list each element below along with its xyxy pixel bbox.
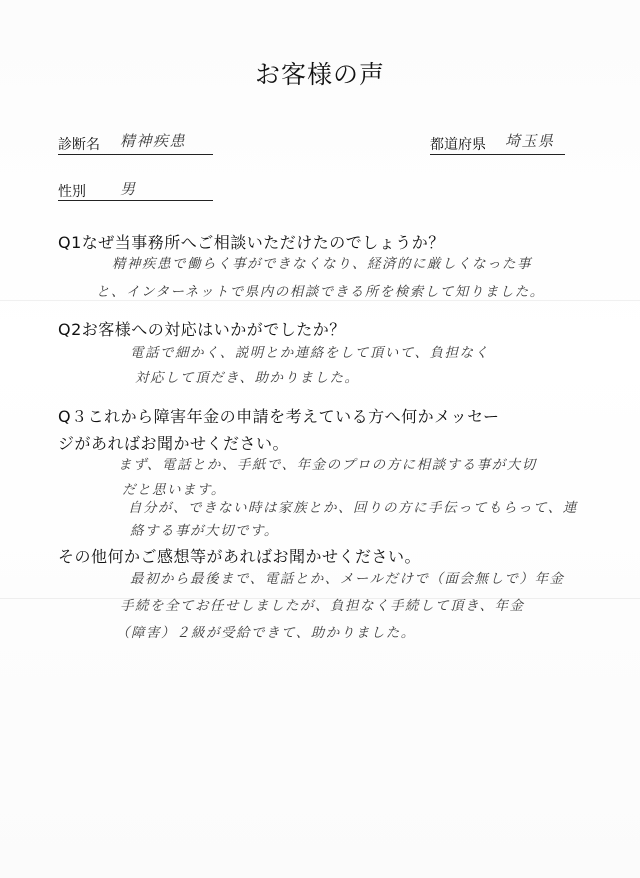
gender-value: 男 (120, 180, 137, 198)
prefecture-underline (430, 154, 565, 155)
prefecture-label: 都道府県 (430, 137, 486, 153)
answer-3-line-4: 絡する事が大切です。 (130, 523, 279, 539)
answer-4-line-2: 手続を全てお任せしましたが、負担なく手続して頂き、年金 (120, 598, 525, 614)
answer-2-line-1: 電話で細かく、説明とか連絡をして頂いて、負担なく (130, 345, 490, 361)
prefecture-value: 埼玉県 (505, 132, 555, 150)
answer-3-line-2: だと思います。 (122, 482, 226, 498)
diagnosis-value: 精神疾患 (120, 132, 187, 150)
question-4: その他何かご感想等があればお聞かせください。 (58, 547, 422, 566)
answer-3-line-1: まず、電話とか、手紙で、年金のプロの方に相談する事が大切 (118, 457, 537, 473)
gender-label: 性別 (58, 184, 86, 200)
answer-2-line-2: 対応して頂だき、助かりました。 (135, 370, 360, 386)
question-2: Q2お客様への対応はいかがでしたか？ (58, 320, 346, 339)
answer-1-line-2: と、インターネットで県内の相談できる所を検索して知りました。 (96, 284, 545, 300)
diagnosis-label: 診断名 (58, 137, 100, 153)
answer-4-line-1: 最初から最後まで、電話とか、メールだけで（面会無しで）年金 (130, 571, 565, 587)
answer-4-line-3: （障害）２級が受給できて、助かりました。 (116, 625, 416, 641)
page-title: お客様の声 (254, 60, 385, 89)
answer-3-line-3: 自分が、できない時は家族とか、回りの方に手伝ってもらって、連 (128, 500, 578, 516)
paper-fold-line (0, 300, 640, 301)
gender-underline (58, 200, 213, 201)
diagnosis-underline (58, 154, 213, 155)
question-1: Q1なぜ当事務所へご相談いただけたのでしょうか？ (58, 233, 445, 252)
question-3-line-1: Q３これから障害年金の申請を考えている方へ何かメッセー (58, 407, 500, 426)
answer-1-line-1: 精神疾患で働らく事ができなくなり、経済的に厳しくなった事 (112, 256, 532, 272)
question-3-line-2: ジがあればお聞かせください。 (58, 434, 290, 453)
